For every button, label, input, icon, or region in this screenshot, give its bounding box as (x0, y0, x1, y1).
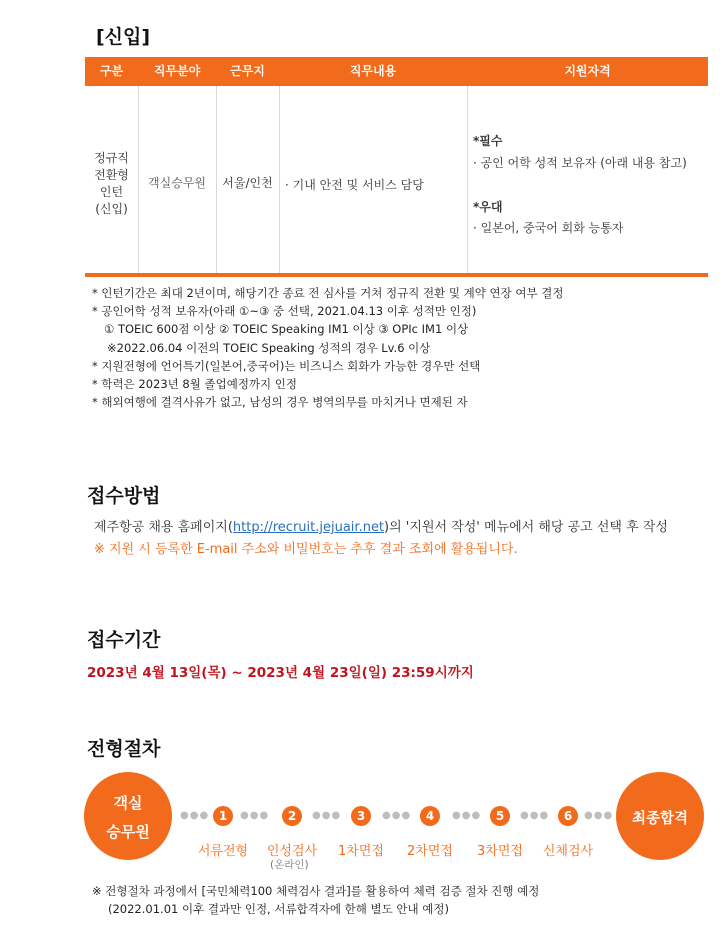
step-number: 6 (558, 806, 578, 826)
note-line: * 학력은 2023년 8월 졸업예정까지 인정 (92, 377, 298, 392)
end-circle-final-pass (616, 772, 704, 860)
connector-dots: ●●● (180, 810, 210, 821)
start-circle-cabin-crew (84, 772, 172, 860)
apply-period-heading: 접수기간 (87, 629, 161, 651)
step-number: 5 (490, 806, 510, 826)
apply-method-line (94, 516, 668, 535)
step-label: 인성검사 (266, 844, 318, 859)
section-label-new-hire: [신입] (96, 26, 151, 48)
step-number: 4 (420, 806, 440, 826)
step-number: 2 (282, 806, 302, 826)
type-line: 인턴 (99, 185, 124, 199)
connector-dots: ●●● (240, 810, 270, 821)
apply-method-prefix: 제주항공 채용 홈페이지( (94, 520, 233, 535)
process-note-line: (2022.01.01 이후 결과만 인정, 서류합격자에 한해 별도 안내 예정) (108, 902, 450, 916)
apply-method-notice: ※ 지원 시 등록한 E-mail 주소와 비밀번호는 추후 결과 조회에 활용됩니다. (94, 542, 518, 557)
qual-required-item: · 공인 어학 성적 보유자 (아래 내용 참고) (473, 156, 687, 170)
qual-preferred-title: *우대 (473, 200, 503, 214)
qual-required-title: *필수 (473, 134, 503, 148)
connector-dots: ●●● (584, 810, 614, 821)
cell-duties: · 기내 안전 및 서비스 담당 (285, 178, 424, 192)
note-line: * 해외여행에 결격사유가 없고, 남성의 경우 병역의무를 마치거나 면제된 자 (92, 395, 468, 410)
process-note-line: ※ 전형절차 과정에서 [국민체력100 체력검사 결과]를 활용하여 체력 검증 절차 진행 예정 (92, 884, 540, 898)
header-location: 근무지 (230, 64, 265, 78)
note-line: ※2022.06.04 이전의 TOEIC Speaking 성적의 경우 Lv.6 이상 (107, 340, 431, 355)
type-line: 전환형 (94, 168, 129, 182)
column-divider (279, 86, 280, 273)
connector-dots: ●●● (382, 810, 412, 821)
process-heading: 전형절차 (87, 738, 161, 760)
qual-preferred-item: · 일본어, 중국어 회화 능통자 (473, 221, 624, 235)
header-duties: 직무내용 (349, 64, 397, 78)
apply-method-suffix: )의 '지원서 작성' 메뉴에서 해당 공고 선택 후 작성 (384, 520, 668, 535)
step-number: 3 (351, 806, 371, 826)
type-line: (신입) (95, 202, 128, 216)
process-notes (92, 882, 539, 918)
step-label: 신체검사 (542, 844, 594, 859)
recruit-notes (92, 284, 563, 411)
cell-field: 객실승무원 (148, 176, 206, 190)
start-line: 승무원 (106, 823, 150, 841)
step-number: 1 (213, 806, 233, 826)
connector-dots: ●●● (520, 810, 550, 821)
header-qualification: 지원자격 (564, 64, 611, 78)
step-sublabel: (온라인) (270, 859, 309, 871)
table-row (85, 86, 708, 273)
connector-dots: ●●● (452, 810, 482, 821)
cell-location: 서울/인천 (222, 176, 273, 190)
table-header (85, 57, 708, 86)
note-line: ① TOEIC 600점 이상 ② TOEIC Speaking IM1 이상 ③ OPIc IM1 이상 (104, 322, 469, 337)
note-line: * 인턴기간은 최대 2년이며, 해당기간 종료 전 심사를 거쳐 정규직 전환 및 계약 연장 여부 결정 (92, 286, 564, 300)
table-bottom-rule (85, 273, 708, 277)
cell-type (85, 150, 138, 218)
end-label: 최종합격 (631, 811, 689, 827)
step-label: 서류전형 (197, 844, 249, 859)
note-line: * 공인어학 성적 보유자(아래 ①~③ 중 선택, 2021.04.13 이후 성적만 인정) (92, 304, 477, 319)
header-field: 직무분야 (153, 64, 201, 78)
step-label: 1차면접 (338, 844, 384, 859)
column-divider (467, 86, 468, 273)
note-line: * 지원전형에 언어특기(일본어,중국어)는 비즈니스 회화가 가능한 경우만 선택 (92, 358, 481, 373)
step-label: 3차면접 (477, 844, 523, 859)
apply-method-heading: 접수방법 (87, 485, 161, 507)
recruit-table (85, 57, 708, 279)
start-line: 객실 (113, 794, 143, 812)
connector-dots: ●●● (312, 810, 342, 821)
header-type: 구분 (99, 64, 124, 78)
type-line: 정규직 (94, 151, 129, 165)
recruit-site-link[interactable]: http://recruit.jejuair.net (232, 520, 385, 535)
step-label: 2차면접 (407, 844, 453, 859)
apply-period-dates: 2023년 4월 13일(목) ~ 2023년 4월 23일(일) 23:59시까지 (87, 665, 474, 681)
